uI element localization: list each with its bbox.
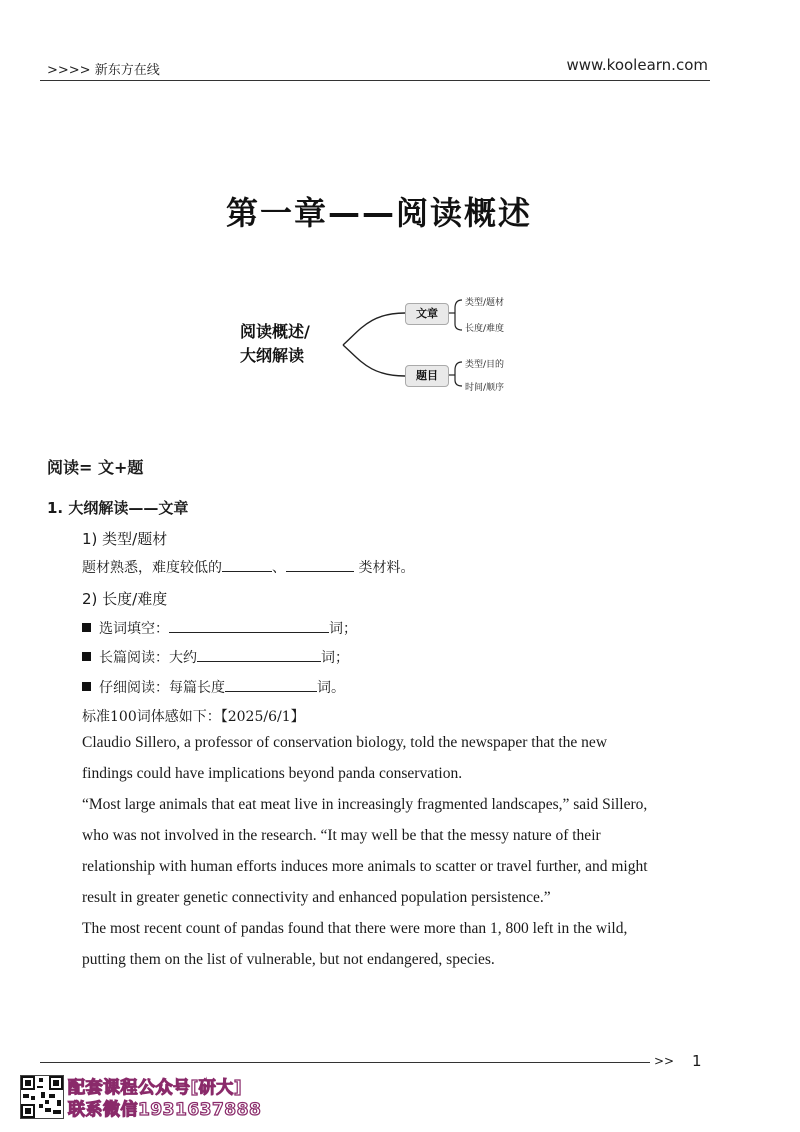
bullet-item (82, 618, 357, 638)
promo-wechat-account: 配套课程公众号[研大] (68, 1078, 243, 1098)
mindmap-leaf-type-purpose: 类型/目的 (465, 360, 505, 370)
mindmap-root-line1: 阅读概述/ (240, 322, 310, 341)
standard-sample-label: 标准100词体感如下：【2025/6/1】 (82, 709, 305, 725)
bullet-label: 选词填空： (99, 621, 169, 637)
bullet-square-icon (82, 682, 91, 691)
bullet-item (82, 677, 345, 697)
fill-in-separator: 、 (272, 560, 286, 576)
qr-code-icon (20, 1075, 64, 1119)
answer-blank[interactable] (286, 557, 354, 572)
passage-line: Claudio Sillero, a professor of conservation biology, told the newspaper that the new (82, 734, 608, 751)
answer-blank[interactable] (225, 677, 317, 692)
section-title: 1. 大纲解读——文章 (47, 499, 189, 517)
mindmap-root-line2: 大纲解读 (240, 346, 305, 365)
mindmap-branch-article: 文章 (405, 303, 449, 325)
header-brand: >>>> 新东方在线 (47, 63, 160, 78)
mindmap-leaf-time-order: 时间/顺序 (465, 383, 505, 393)
footer-arrow: >> (654, 1054, 675, 1068)
mindmap-leaf-type-topic: 类型/题材 (465, 298, 505, 308)
bullet-item (82, 647, 349, 667)
qr-pattern (21, 1076, 63, 1118)
bullet-suffix: 词； (329, 621, 357, 637)
reading-equation: 阅读= 文+题 (47, 458, 144, 477)
subsection-length-difficulty: 2) 长度/难度 (82, 590, 168, 608)
fill-in-text-a: 题材熟悉，难度较低的 (82, 560, 222, 576)
answer-blank[interactable] (169, 618, 329, 633)
bullet-label: 长篇阅读：大约 (99, 650, 197, 666)
promo-wechat-contact: 联系微信1931637888 (68, 1100, 262, 1120)
bullet-suffix: 词。 (317, 680, 345, 696)
answer-blank[interactable] (197, 647, 321, 662)
sample-passage (82, 727, 712, 975)
answer-blank[interactable] (222, 557, 272, 572)
header-divider (40, 80, 710, 81)
mindmap-root (240, 320, 310, 368)
passage-line: putting them on the list of vulnerable, but not endangered, species. (82, 951, 495, 968)
footer-divider (40, 1062, 650, 1063)
passage-line: “Most large animals that eat meat live in increasingly fragmented landscapes,” said Sillero, (82, 796, 648, 813)
page-number: 1 (692, 1052, 702, 1070)
chapter-title: 第一章——阅读概述 (225, 194, 532, 232)
header-url[interactable]: www.koolearn.com (566, 56, 708, 74)
passage-line: relationship with human efforts induces more animals to scatter or travel further, and might (82, 858, 648, 875)
bullet-label: 仔细阅读：每篇长度 (99, 680, 225, 696)
bullet-square-icon (82, 652, 91, 661)
bullet-square-icon (82, 623, 91, 632)
subsection-type-topic: 1) 类型/题材 (82, 530, 168, 548)
fill-in-text-b: 类材料。 (358, 560, 415, 576)
fill-in-line-topic (82, 557, 414, 577)
mindmap-branch-question: 题目 (405, 365, 449, 387)
passage-line: findings could have implications beyond panda conservation. (82, 765, 463, 782)
bullet-suffix: 词； (321, 650, 349, 666)
passage-line: The most recent count of pandas found that there were more than 1, 800 left in the wild, (82, 920, 628, 937)
mindmap-leaf-length-difficulty: 长度/难度 (465, 324, 505, 334)
passage-line: result in greater genetic connectivity and enhanced population persistence.” (82, 889, 551, 906)
passage-line: who was not involved in the research. “It may well be that the messy nature of their (82, 827, 601, 844)
